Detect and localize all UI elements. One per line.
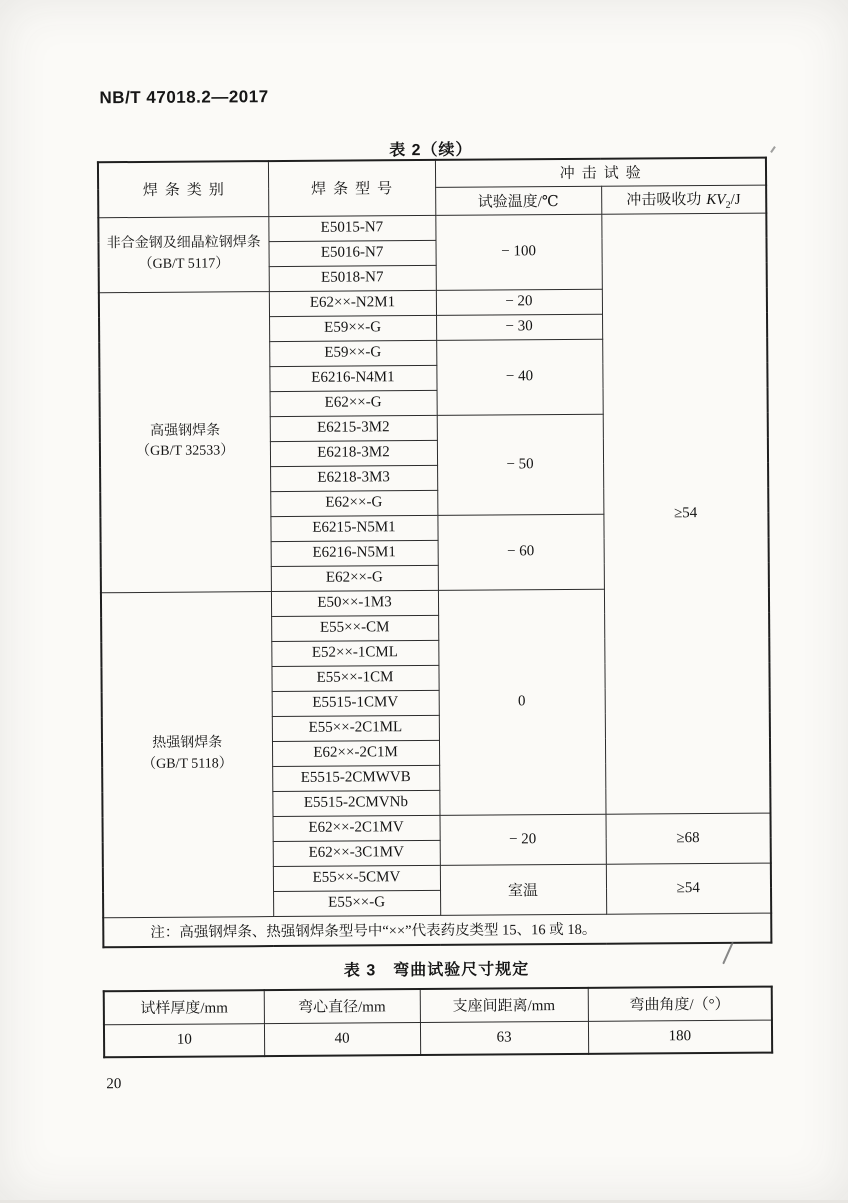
temperature-cell: − 20 xyxy=(436,289,602,315)
value-bend-diameter: 40 xyxy=(264,1022,420,1056)
energy-label-sub: 2 xyxy=(725,199,731,211)
model-cell: E55××-CM xyxy=(271,615,438,641)
standard-number: NB/T 47018.2—2017 xyxy=(99,87,269,108)
model-cell: E55××-1CM xyxy=(271,665,438,691)
model-cell: E5016-N7 xyxy=(268,240,435,266)
table3-title: 表 3 弯曲试验尺寸规定 xyxy=(343,961,530,980)
value-specimen-thickness: 10 xyxy=(104,1023,264,1057)
temperature-cell: − 40 xyxy=(436,339,603,415)
temperature-cell: − 20 xyxy=(440,814,606,865)
model-cell: E62××-G xyxy=(270,390,437,416)
page-number: 20 xyxy=(106,1076,122,1093)
value-bend-angle: 180 xyxy=(588,1020,772,1054)
model-cell: E5515-1CMV xyxy=(272,690,439,716)
model-cell: E59××-G xyxy=(269,315,436,341)
energy-label-kv: KV xyxy=(706,191,726,208)
model-cell: E6218-3M3 xyxy=(270,465,437,491)
category-cell xyxy=(98,216,269,292)
header-model: 焊条型号 xyxy=(268,160,435,216)
model-cell: E6215-N5M1 xyxy=(270,515,437,541)
header-impact-test: 冲击试验 xyxy=(435,158,766,187)
temperature-cell: 室温 xyxy=(440,864,606,915)
temperature-cell: − 50 xyxy=(437,414,604,515)
table2 xyxy=(97,157,772,949)
model-cell: E55××-5CMV xyxy=(273,865,440,891)
model-cell: E5515-2CMVNb xyxy=(272,790,439,816)
model-cell: E6216-N5M1 xyxy=(271,540,438,566)
category-name: 非合金钢及细晶粒钢焊条 xyxy=(106,235,261,252)
energy-cell: ≥54 xyxy=(606,863,771,914)
model-cell: E62××-G xyxy=(270,490,437,516)
model-cell: E52××-1CML xyxy=(271,640,438,666)
table-header-row xyxy=(104,987,772,1025)
value-support-span: 63 xyxy=(420,1021,588,1055)
energy-cell: ≥54 xyxy=(601,213,770,814)
header-test-temperature: 试验温度/℃ xyxy=(435,186,601,215)
temperature-cell: − 60 xyxy=(437,514,604,590)
table3 xyxy=(103,986,773,1059)
model-cell: E55××-G xyxy=(273,890,440,916)
header-category: 焊条类别 xyxy=(98,161,268,217)
table-note: 注：高强钢焊条、热强钢焊条型号中“××”代表药皮类型 15、16 或 18。 xyxy=(103,913,771,948)
category-standard: （GB/T 32533） xyxy=(136,443,235,460)
model-cell: E62××-2C1M xyxy=(272,740,439,766)
header-support-span: 支座间距离/mm xyxy=(420,988,588,1022)
model-cell: E62××-2C1MV xyxy=(273,815,440,841)
model-cell: E6218-3M2 xyxy=(270,440,437,466)
model-cell: E62××-G xyxy=(271,565,438,591)
header-bend-diameter: 弯心直径/mm xyxy=(264,989,420,1023)
model-cell: E6216-N4M1 xyxy=(269,365,436,391)
energy-cell: ≥68 xyxy=(605,813,770,864)
table2-title: 表 2（续） xyxy=(389,141,473,160)
category-standard: （GB/T 5118） xyxy=(142,755,233,772)
table-row xyxy=(98,213,766,243)
model-cell: E55××-2C1ML xyxy=(272,715,439,741)
energy-label-prefix: 冲击吸收功 xyxy=(626,191,702,209)
header-bend-angle: 弯曲角度/（°） xyxy=(588,987,772,1021)
model-cell: E5018-N7 xyxy=(269,265,436,291)
temperature-cell: 0 xyxy=(438,589,606,815)
model-cell: E6215-3M2 xyxy=(270,415,437,441)
model-cell: E50××-1M3 xyxy=(271,590,438,616)
category-name: 热强钢焊条 xyxy=(152,735,223,752)
category-standard: （GB/T 5117） xyxy=(138,255,230,272)
table-row xyxy=(104,1020,772,1058)
header-impact-energy xyxy=(601,185,766,214)
category-cell xyxy=(101,591,273,917)
header-specimen-thickness: 试样厚度/mm xyxy=(104,990,264,1024)
model-cell: E59××-G xyxy=(269,340,436,366)
temperature-cell: − 100 xyxy=(435,214,602,290)
model-cell: E62××-N2M1 xyxy=(269,290,436,316)
category-cell xyxy=(99,291,271,592)
model-cell: E5015-N7 xyxy=(268,215,435,241)
model-cell: E5515-2CMWVB xyxy=(272,765,439,791)
model-cell: E62××-3C1MV xyxy=(273,840,440,866)
category-name: 高强钢焊条 xyxy=(150,423,221,439)
energy-label-suffix: /J xyxy=(730,191,741,208)
note-row xyxy=(103,913,771,948)
temperature-cell: − 30 xyxy=(436,314,602,340)
